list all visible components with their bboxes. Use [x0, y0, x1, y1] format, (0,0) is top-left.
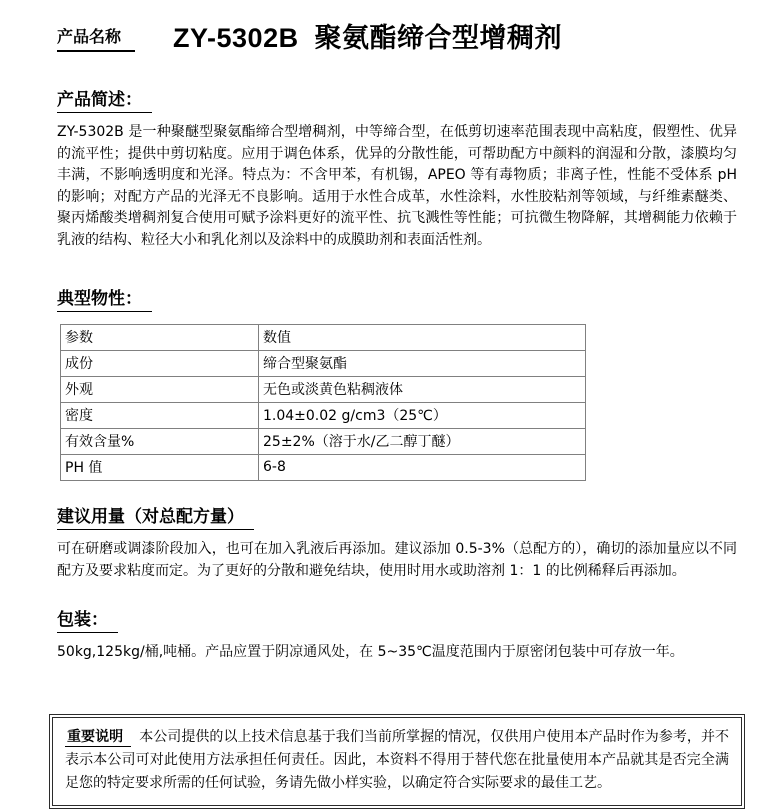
table-cell-label: 密度 — [61, 403, 259, 429]
table-header-parameter: 参数 — [61, 325, 259, 351]
table-cell-label: 有效含量% — [61, 429, 259, 455]
table-header-row — [61, 325, 586, 351]
table-cell-value: 25±2%（溶于水/乙二醇丁醚） — [259, 429, 586, 455]
table-row — [61, 403, 586, 429]
table-cell-value: 无色或淡黄色粘稠液体 — [259, 377, 586, 403]
table-header-value: 数值 — [259, 325, 586, 351]
section-packaging — [57, 605, 737, 664]
table-cell-label: 外观 — [61, 377, 259, 403]
doc-header — [57, 16, 737, 55]
notice-text — [65, 726, 729, 795]
table-cell-label: 成份 — [61, 351, 259, 377]
product-name-label: 产品名称 — [57, 22, 135, 52]
packaging-heading: 包装： — [57, 605, 118, 633]
table-cell-value: 缔合型聚氨酯 — [259, 351, 586, 377]
notice-label: 重要说明 — [65, 729, 131, 747]
dosage-heading: 建议用量（对总配方量） — [57, 502, 254, 530]
notice-body: 本公司提供的以上技术信息基于我们当前所掌握的情况，仅供用户使用本产品时作为参考，并不表示本公司可对此使用方法承担任何责任。因此，本资料不得用于替代您在批量使用本产品就其是否完全满足您的特定要求所需的任何试验，务请先做小样实验，以确定符合实际要求的最佳工艺。 — [65, 728, 730, 791]
table-cell-value: 6-8 — [259, 455, 586, 481]
table-row — [61, 455, 586, 481]
table-cell-value: 1.04±0.02 g/cm3（25℃） — [259, 403, 586, 429]
product-title-cn: 聚氨酯缔合型增稠剂 — [314, 23, 562, 54]
important-notice-box — [49, 714, 745, 809]
properties-table — [60, 324, 586, 481]
overview-heading: 产品简述： — [57, 85, 152, 113]
dosage-body: 可在研磨或调漆阶段加入，也可在加入乳液后再添加。建议添加 0.5-3%（总配方的），确切的添加量应以不同配方及要求粘度而定。为了更好的分散和避免结块，使用时用水或助溶剂 1：1 的比例稀释后再添加。 — [57, 541, 737, 579]
table-row — [61, 429, 586, 455]
table-row — [61, 377, 586, 403]
section-properties — [57, 284, 737, 481]
section-dosage — [57, 502, 737, 582]
properties-heading: 典型物性： — [57, 284, 152, 312]
product-code: ZY-5302B — [173, 23, 299, 53]
page-title — [173, 16, 562, 55]
overview-body: ZY-5302B 是一种聚醚型聚氨酯缔合型增稠剂，中等缔合型，在低剪切速率范围表现中高粘度，假塑性、优异的流平性；提供中剪切粘度。应用于调色体系，优异的分散性能，可帮助配方中颜料的润湿和分散，漆膜均匀丰满，不影响透明度和光泽。特点为：不含甲苯，有机锡，APEO 等有毒物质；非离子性，性能不受体系 pH 的影响；对配方产品的光泽无不良影响。适用于水性合成革，水性涂料，水性胶粘剂等领域，与纤维素醚类、聚丙烯酸类增稠剂复合使用可赋予涂料更好的流平性、抗飞溅性等性能；可抗微生物降解，其增稠能力依赖于乳液的结构、粒径大小和乳化剂以及涂料中的成膜助剂和表面活性剂。 — [57, 124, 737, 248]
packaging-body: 50kg,125kg/桶,吨桶。产品应置于阴凉通风处，在 5~35℃温度范围内于原密闭包装中可存放一年。 — [57, 644, 684, 660]
section-overview — [57, 85, 737, 251]
table-row — [61, 351, 586, 377]
table-cell-label: PH 值 — [61, 455, 259, 481]
